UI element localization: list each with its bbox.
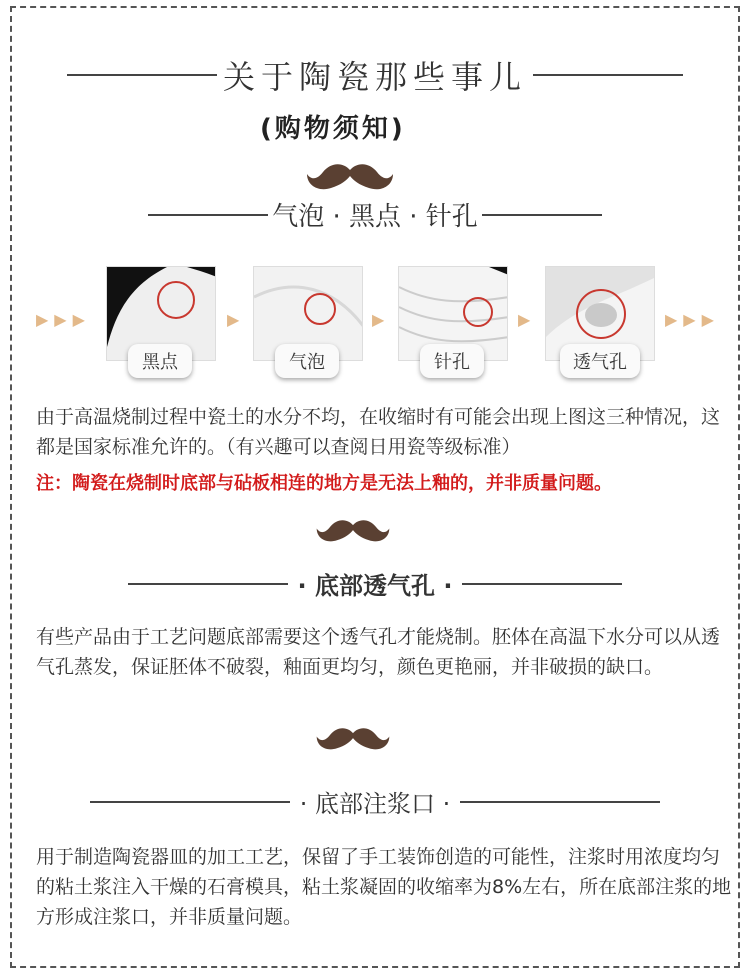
section-title-row-vent [0, 566, 750, 601]
section-divider-left [128, 583, 288, 585]
thumbnail-label-vent-hole: 透气孔 [560, 344, 640, 378]
page-subtitle: (购物须知) [260, 114, 406, 144]
frame-left-border [10, 6, 12, 968]
arrow-right-icon: ▶▶▶ [665, 310, 720, 329]
defect-ring-icon [304, 293, 336, 325]
title-divider-left [67, 74, 217, 76]
section-divider-left [90, 801, 290, 803]
section-divider-right [462, 583, 622, 585]
section-title-slip: · 底部注浆口 · [299, 790, 451, 818]
section-body-vent: 有些产品由于工艺问题底部需要这个透气孔才能烧制。胚体在高温下水分可以从透气孔蒸发，保证胚体不破裂，釉面更均匀，颜色更艳丽，并非破损的缺口。 [36, 626, 721, 678]
thumbnail-label-bubble: 气泡 [275, 344, 339, 378]
thumbnail-label-black-spot: 黑点 [128, 344, 192, 378]
section-body-bubbles: 由于高温烧制过程中瓷土的水分不均，在收缩时有可能会出现上图这三种情况，这都是国家标准允许的。（有兴趣可以查阅日用瓷等级标准） [36, 406, 721, 458]
section-title-row-bubbles [0, 196, 750, 233]
section-divider-right [482, 214, 602, 216]
arrow-small-icon: ▶ [372, 310, 391, 329]
section-body-slip: 用于制造陶瓷器皿的加工工艺，保留了手工装饰创造的可能性，注浆时用浓度均匀的粘土浆注入干燥的石膏模具，粘土浆凝固的收缩率为8%左右，所在底部注浆的地方形成注浆口，并非质量问题。 [36, 846, 732, 928]
defect-ring-icon [576, 289, 626, 339]
thumbnail-label-pinhole: 针孔 [420, 344, 484, 378]
mustache-icon [315, 724, 391, 754]
frame-right-border [738, 6, 740, 968]
warning-note: 注：陶瓷在烧制时底部与砧板相连的地方是无法上釉的，并非质量问题。 [36, 473, 612, 494]
arrow-small-icon: ▶ [227, 310, 246, 329]
section-title-bubbles: 气泡 · 黑点 · 针孔 [272, 202, 478, 232]
mustache-icon [305, 160, 395, 194]
frame-top-border [10, 6, 740, 8]
main-title-row [0, 52, 750, 98]
title-divider-right [533, 74, 683, 76]
page-title: 关于陶瓷那些事儿 [222, 58, 527, 96]
arrow-small-icon: ▶ [518, 310, 537, 329]
frame-bottom-border [10, 966, 740, 968]
section-divider-right [460, 801, 660, 803]
defect-ring-icon [157, 281, 195, 319]
section-divider-left [148, 214, 268, 216]
mustache-icon [315, 516, 391, 546]
arrow-left-icon: ▶▶▶ [36, 310, 91, 329]
section-title-row-slip [0, 784, 750, 819]
section-title-vent: · 底部透气孔 · [297, 572, 453, 600]
defect-ring-icon [463, 297, 493, 327]
